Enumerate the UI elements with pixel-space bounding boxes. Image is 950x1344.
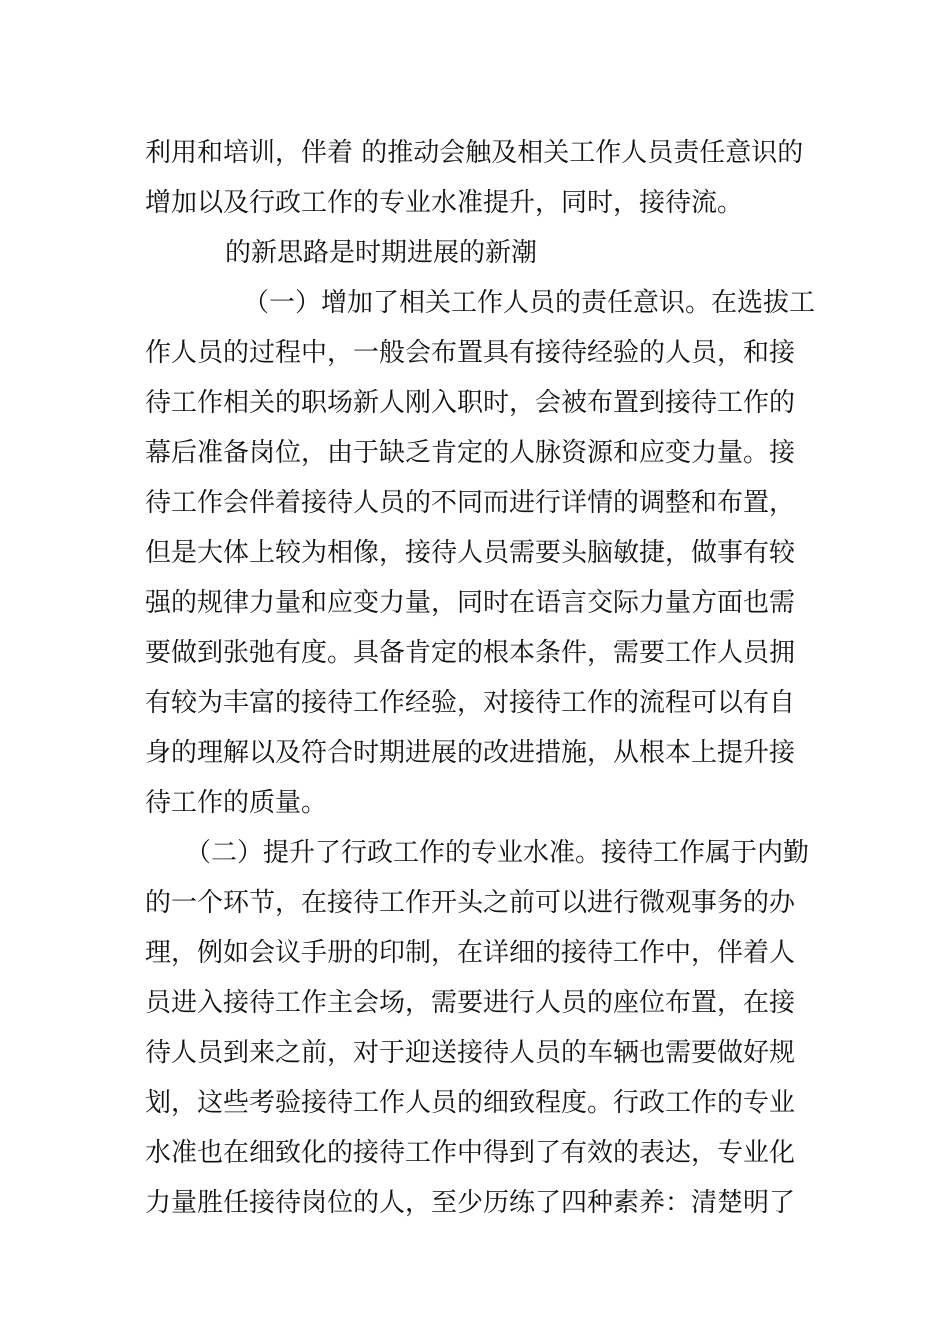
text-line: 增加以及行政工作的专业水准提升，同时，接待流。 bbox=[145, 188, 744, 218]
text-line: 的新思路是时期进展的新潮 bbox=[225, 238, 538, 268]
text-line: 有较为丰富的接待工作经验，对接待工作的流程可以有自 bbox=[145, 688, 796, 718]
text-line: 作人员的过程中，一般会布置具有接待经验的人员，和接 bbox=[145, 338, 796, 368]
text-line: 力量胜任接待岗位的人，至少历练了四种素养：清楚明了 bbox=[145, 1188, 796, 1218]
text-line: 但是大体上较为相像，接待人员需要头脑敏捷，做事有较 bbox=[145, 538, 796, 568]
text-line: 理，例如会议手册的印制，在详细的接待工作中，伴着人 bbox=[145, 938, 796, 968]
text-line: （一）增加了相关工作人员的责任意识。在选拔工 bbox=[243, 288, 816, 318]
text-line: 强的规律力量和应变力量，同时在语言交际力量方面也需 bbox=[145, 588, 796, 618]
text-line: 利用和培训，伴着 的推动会触及相关工作人员责任意识的 bbox=[145, 138, 804, 168]
text-line: 员进入接待工作主会场，需要进行人员的座位布置，在接 bbox=[145, 988, 796, 1018]
text-line: 水准也在细致化的接待工作中得到了有效的表达，专业化 bbox=[145, 1138, 796, 1168]
text-line: 划，这些考验接待工作人员的细致程度。行政工作的专业 bbox=[145, 1088, 796, 1118]
text-line: 待工作的质量。 bbox=[145, 788, 328, 818]
text-line: 身的理解以及符合时期进展的改进措施，从根本上提升接 bbox=[145, 738, 796, 768]
text-line: 的一个环节，在接待工作开头之前可以进行微观事务的办 bbox=[145, 888, 796, 918]
text-line: （二）提升了行政工作的专业水准。接待工作属于内勤 bbox=[185, 838, 810, 868]
text-line: 待工作会伴着接待人员的不同而进行详情的调整和布置， bbox=[145, 488, 796, 518]
text-line: 幕后准备岗位，由于缺乏肯定的人脉资源和应变力量。接 bbox=[145, 438, 796, 468]
text-line: 要做到张弛有度。具备肯定的根本条件，需要工作人员拥 bbox=[145, 638, 796, 668]
text-line: 待人员到来之前，对于迎送接待人员的车辆也需要做好规 bbox=[145, 1038, 796, 1068]
text-line: 待工作相关的职场新人刚入职时，会被布置到接待工作的 bbox=[145, 388, 796, 418]
